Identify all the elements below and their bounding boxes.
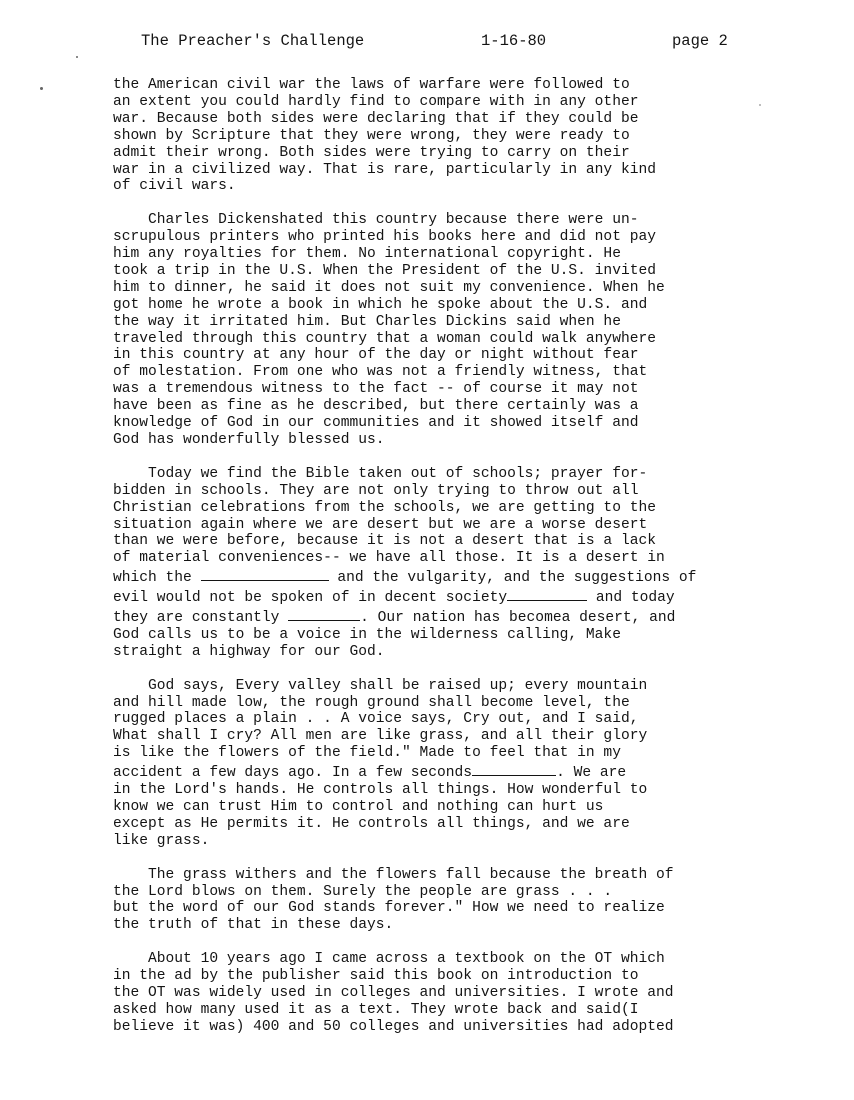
text-fragment: they are constantly	[113, 610, 289, 627]
text-line: but the word of our God stands forever." How we need to realize	[113, 900, 665, 917]
scan-speck	[76, 56, 78, 58]
text-line: have been as fine as he described, but there certainly was a	[113, 398, 639, 415]
text-line: than we were before, because it is not a desert that is a lack	[113, 533, 656, 550]
text-line: About 10 years ago I came across a textbook on the OT which	[113, 951, 665, 968]
paragraph-grass-withers	[113, 867, 813, 935]
text-line: of molestation. From one who was not a friendly witness, that	[113, 364, 648, 381]
header-page-number: page 2	[672, 32, 728, 50]
scan-speck	[40, 87, 43, 90]
header-date: 1-16-80	[481, 32, 547, 50]
text-line: believe it was) 400 and 50 colleges and universities had adopted	[113, 1018, 674, 1035]
text-line: and hill made low, the rough ground shall become level, the	[113, 694, 630, 711]
text-line: in the Lord's hands. He controls all things. How wonderful to	[113, 782, 648, 799]
text-line: shown by Scripture that they were wrong, they were ready to	[113, 127, 630, 144]
text-line: Charles Dickenshated this country because there were un-	[113, 212, 639, 229]
text-line: knowledge of God in our communities and it showed itself and	[113, 415, 639, 432]
text-line-with-blank	[113, 587, 813, 607]
paragraph-valley-grass	[113, 678, 813, 850]
text-line: God calls us to be a voice in the wilderness calling, Make	[113, 626, 621, 643]
header-title: The Preacher's Challenge	[141, 32, 365, 50]
text-line: in this country at any hour of the day or night without fear	[113, 347, 639, 364]
text-line: the Lord blows on them. Surely the people are grass . . .	[113, 883, 613, 900]
text-line: Christian celebrations from the schools, we are getting to the	[113, 499, 656, 516]
text-line: the American civil war the laws of warfare were followed to	[113, 77, 630, 93]
text-line: know we can trust Him to control and nothing can hurt us	[113, 799, 604, 816]
text-line: admit their wrong. Both sides were trying to carry on their	[113, 144, 630, 161]
text-line: war. Because both sides were declaring that if they could be	[113, 110, 639, 127]
text-line: Today we find the Bible taken out of schools; prayer for-	[113, 465, 648, 482]
text-line: God says, Every valley shall be raised up; every mountain	[113, 677, 648, 694]
text-line: except as He permits it. He controls all things, and we are	[113, 815, 630, 832]
text-fragment: and the vulgarity, and the suggestions of	[328, 570, 697, 587]
text-line: bidden in schools. They are not only trying to throw out all	[113, 482, 639, 499]
text-line: The grass withers and the flowers fall because the breath of	[113, 866, 674, 883]
scan-speck	[759, 104, 761, 106]
text-line: the OT was widely used in colleges and universities. I wrote and	[113, 984, 674, 1001]
text-line: an extent you could hardly find to compare with in any other	[113, 93, 639, 110]
text-line: like grass.	[113, 832, 210, 849]
text-line: God has wonderfully blessed us.	[113, 432, 385, 449]
text-line: him to dinner, he said it does not suit my convenience. When he	[113, 279, 665, 296]
text-line: was a tremendous witness to the fact -- of course it may not	[113, 381, 639, 398]
text-line: straight a highway for our God.	[113, 643, 385, 660]
text-line: the way it irritated him. But Charles Dickins said when he	[113, 313, 621, 330]
text-line-with-blank	[113, 567, 813, 587]
text-line-with-blank	[113, 762, 813, 782]
text-line: of civil wars.	[113, 178, 236, 195]
text-line: him any royalties for them. No international copyright. He	[113, 246, 621, 263]
page-header	[0, 32, 854, 54]
text-line: is like the flowers of the field." Made to feel that in my	[113, 745, 621, 762]
text-line: took a trip in the U.S. When the President of the U.S. invited	[113, 262, 656, 279]
text-line: rugged places a plain . . A voice says, Cry out, and I said,	[113, 711, 639, 728]
text-fragment: and today	[587, 590, 675, 607]
text-fragment: . Our nation has becomea desert, and	[360, 610, 676, 627]
fill-in-blank	[507, 587, 587, 601]
text-line: What shall I cry? All men are like grass, and all their glory	[113, 728, 648, 745]
paragraph-bible-schools	[113, 466, 813, 661]
text-line: situation again where we are desert but we are a worse desert	[113, 516, 648, 533]
text-line: scrupulous printers who printed his books here and did not pay	[113, 229, 656, 246]
body-text	[113, 77, 813, 1053]
text-fragment: evil would not be spoken of in decent society	[113, 590, 508, 607]
text-fragment: . We are	[556, 765, 627, 782]
text-fragment: accident a few days ago. In a few seconds	[113, 765, 473, 782]
paragraph-dickens	[113, 212, 813, 449]
fill-in-blank	[288, 607, 360, 621]
text-fragment: which the	[113, 570, 201, 587]
text-line: got home he wrote a book in which he spoke about the U.S. and	[113, 296, 648, 313]
fill-in-blank	[472, 762, 556, 776]
text-line-with-blank	[113, 607, 813, 627]
text-line: traveled through this country that a woman could walk anywhere	[113, 330, 656, 347]
paragraph-ot-textbook	[113, 951, 813, 1036]
text-line: war in a civilized way. That is rare, particularly in any kind	[113, 161, 656, 178]
paragraph-civil-war	[113, 77, 813, 195]
text-line: of material conveniences-- we have all those. It is a desert in	[113, 550, 665, 567]
text-line: the truth of that in these days.	[113, 917, 394, 934]
text-line: in the ad by the publisher said this book on introduction to	[113, 968, 639, 985]
fill-in-blank	[201, 567, 329, 581]
text-line: asked how many used it as a text. They wrote back and said(I	[113, 1001, 639, 1018]
